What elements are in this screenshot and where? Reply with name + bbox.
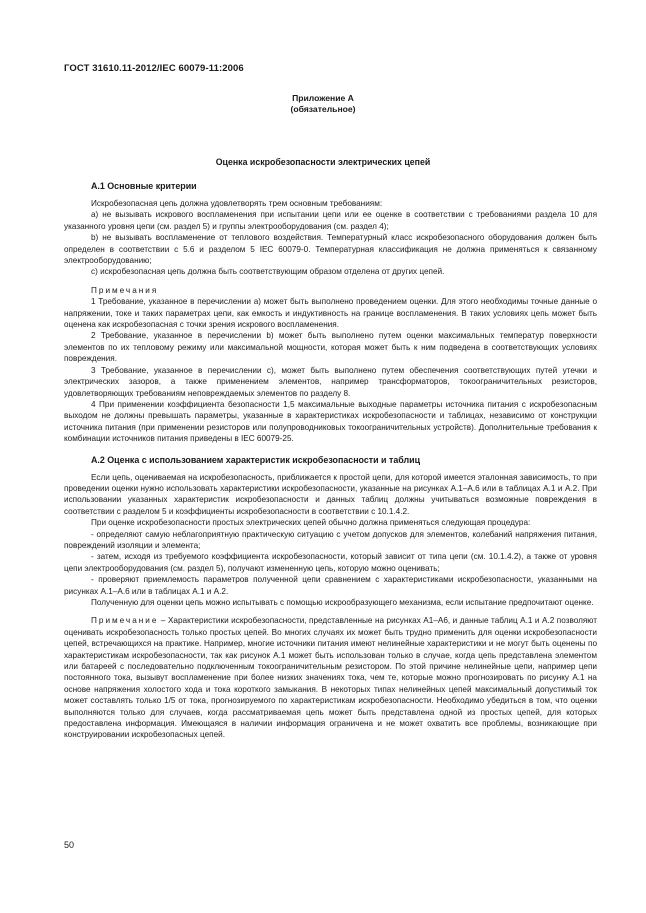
paragraph: - проверяют приемлемость параметров полученной цепи сравнением с характеристиками искробезопасности, указанными на рисунках А.1–А.6 или в таблицах А.1 и А.2. bbox=[64, 575, 597, 596]
note-paragraph bbox=[64, 615, 597, 740]
paragraph: - определяют самую неблагоприятную практическую ситуацию с учетом допусков для элементов, колебаний напряжения питания, повреждений изоляции и элемента; bbox=[64, 529, 597, 550]
document-header: ГОСТ 31610.11-2012/IEC 60079-11:2006 bbox=[64, 63, 244, 74]
annex-title: Оценка искробезопасности электрических цепей bbox=[215, 157, 431, 167]
note-paragraph: 1 Требование, указанное в перечислении а) может быть выполнено проведением оценки. Для этого необходимы точные данные о напряжении, токе и таких параметрах цепи, как емкость и индуктивность на границе воспламенения. В таких условиях цепь может быть оценена как искробезопасная с точки зрения искрового воспламенения. bbox=[64, 297, 597, 330]
notes-heading: Примечания bbox=[91, 285, 159, 295]
paragraph: Если цепь, оцениваемая на искробезопасность, приближается к простой цепи, для которой имеется эталонная зависимость, то при проведении оценки нужно использовать характеристики искробезопасности, указанные на рисунках А.1–А.6 или в таблицах А.1 и А.2. При использовании указанных характеристик искробезопасности и данных таблиц должны учитываться возможные повреждения в соответствии с разделом 5 и коэффициенты искробезопасности в соответствии с 10.1.4.2. bbox=[64, 472, 597, 516]
note-paragraph: 3 Требование, указанное в перечислении с), может быть выполнено путем обеспечения соответствующих путей утечки и электрических зазоров, а также применением элементов, например трансформаторов, токоограничительных резисторов, удовлетворяющих требованиям неповреждаемых элементов по разделу 8. bbox=[64, 365, 597, 398]
note-paragraph: 4 При применении коэффициента безопасности 1,5 максимальные выходные параметры источника питания с искробезопасным выходом не должны превышать параметры, указанные в характеристиках искробезопасности и таблицах, независимо от конструкции источника питания (при применении резисторов или полупроводниковых токоограничительных устройств). Дополнительные требования к комбинации источников питания приведены в IEC 60079-25. bbox=[64, 399, 597, 444]
note-text: – Характеристики искробезопасности, представленные на рисунках А1–А6, и данные таблиц А.1 и А.2 позволяют оценивать искробезопасность только простых цепей. Во многих случаях их может быть трудно применить для оценки искробезопасности цепей, встречающихся на практике. Например, многие источники питания имеют нелинейные характеристики и не могут быть оценены по характеристикам искробезопасности, так как рисунок А.1 может быть использован только в случае, когда цепь представлена элементом или батареей с последовательно подключенным токоограничительным резистором. По этой причине нелинейные цепи, например цепи постоянного тока, вызывут воспламенение при более низких значениях тока, чем те, которые можно прогнозировать по рисунку А.1 на основе напряжения холостого хода и тока короткого замыкания. В некоторых типах нелинейных цепей максимальный допустимый ток может составлять только 1/5 от тока, прогнозируемого по характеристикам искробезопасности. Необходимо убедиться в том, что оценки выполняются только для случаев, когда рассматриваемая цепь может быть представлена одной из простых цепей, для которых предоставлена информация. Имеющаяся в наличии информация ограничена и не может охватить все проблемы, возникающие при конструировании искробезопасных цепей. bbox=[64, 616, 597, 740]
paragraph: Полученную для оценки цепь можно испытывать с помощью искрообразующего механизма, если испытание предпочитают оценке. bbox=[91, 598, 594, 607]
section-heading-a2: А.2 Оценка с использованием характеристик искробезопасности и таблиц bbox=[91, 454, 421, 465]
annex-status: (обязательное) bbox=[290, 104, 356, 114]
paragraph: а) не вызывать искрового воспламенения при испытании цепи или ее оценке в соответствии с требованиями раздела 10 для указанного уровня цепи (см. раздел 5) и группы электрооборудования (см. раздел 4); bbox=[64, 210, 597, 231]
paragraph: Искробезопасная цепь должна удовлетворять трем основным требованиям: bbox=[91, 199, 383, 208]
note-paragraph: 2 Требование, указанное в перечислении b) может быть выполнено путем оценки максимальных температур поверхности элементов по их тепловому режиму или максимальной мощности, которая может быть к ним подведена в соответствующих условиях повреждения. bbox=[64, 331, 597, 364]
paragraph: b) не вызывать воспламенение от теплового воздействия. Температурный класс искробезопасного оборудования должен быть определен в соответствии с 5.6 и разделом 5 IEC 60079-0. Температурная классификация не должна применяться к связанному электрооборудованию; bbox=[64, 233, 597, 266]
paragraph: - затем, исходя из требуемого коэффициента искробезопасности, который зависит от типа цепи (см. 10.1.4.2), а также от уровня цепи электрооборудования (см. раздел 5), получают измененную цепь, которую можно оценивать; bbox=[64, 552, 597, 573]
document-body bbox=[64, 180, 597, 741]
page-number: 50 bbox=[64, 840, 75, 850]
annex-heading bbox=[0, 93, 646, 115]
annex-label: Приложение А bbox=[292, 93, 354, 103]
section-heading-a1: А.1 Основные критерии bbox=[91, 181, 197, 191]
note-label: Примечание bbox=[91, 616, 159, 626]
paragraph: с) искробезопасная цепь должна быть соответствующим образом отделена от других цепей. bbox=[91, 267, 445, 277]
paragraph: При оценке искробезопасности простых электрических цепей обычно должна применяться следующая процедура: bbox=[91, 518, 531, 528]
